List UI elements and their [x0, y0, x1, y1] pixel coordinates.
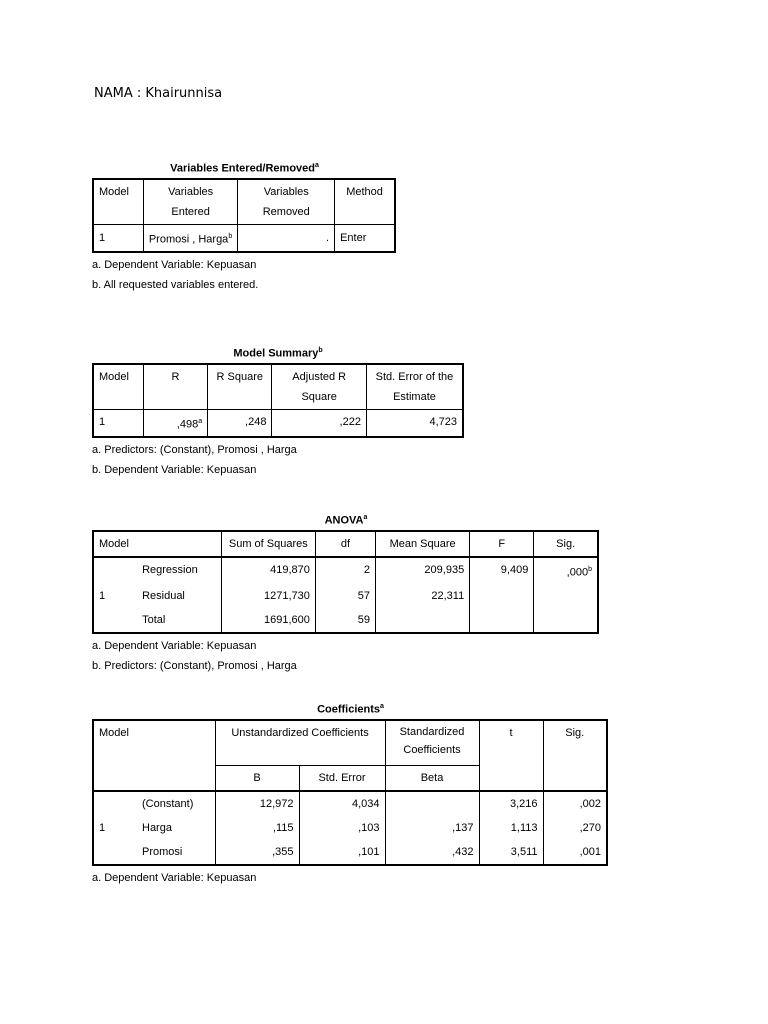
- f-total: [470, 608, 534, 633]
- row-label-harga: Harga: [137, 816, 215, 840]
- model-number: 1: [93, 409, 143, 437]
- coefficients-title: Coefficients$^a$: [317, 703, 384, 716]
- model-summary-title: Model Summary$^b$: [233, 347, 323, 360]
- adjusted-r-square-value: ,222: [272, 409, 367, 437]
- anova-section: [92, 514, 600, 676]
- model-cell-spacer: [93, 608, 137, 633]
- header-df: df: [315, 531, 375, 557]
- ss-regression: 419,870: [221, 557, 315, 585]
- model-number: 1: [93, 816, 137, 840]
- df-total: 59: [315, 608, 375, 633]
- header-model: Model: [93, 720, 215, 791]
- model-cell-spacer: [93, 557, 137, 585]
- se-constant: 4,034: [299, 791, 385, 816]
- std-error-value: 4,723: [366, 409, 463, 437]
- header-beta: Beta: [385, 765, 479, 791]
- r-square-value: ,248: [208, 409, 272, 437]
- sig-harga: ,270: [543, 816, 607, 840]
- anova-note-b: b. Predictors: (Constant), Promosi , Harga: [92, 660, 297, 673]
- sig-constant: ,002: [543, 791, 607, 816]
- header-method: Method: [335, 179, 395, 225]
- variables-entered-title: Variables Entered/Removed$^a$: [170, 162, 319, 175]
- header-f: F: [470, 531, 534, 557]
- header-sig: Sig.: [543, 720, 607, 791]
- beta-harga: ,137: [385, 816, 479, 840]
- coefficients-table: [92, 719, 608, 866]
- b-promosi: ,355: [215, 840, 299, 865]
- entered-variables-cell: Promosi , Harga$^b$: [143, 224, 238, 252]
- variables-entered-table: [92, 178, 396, 254]
- header-std-error: Std. Error: [299, 765, 385, 791]
- beta-constant: [385, 791, 479, 816]
- model-cell-spacer: [93, 791, 137, 816]
- row-label-residual: Residual: [137, 584, 221, 608]
- header-variables-entered: Variables Entered: [143, 179, 238, 225]
- ms-regression: 209,935: [376, 557, 470, 585]
- header-adjusted-r-square: Adjusted R Square: [272, 364, 367, 410]
- model-summary-note-a: a. Predictors: (Constant), Promosi , Harga: [92, 444, 297, 457]
- model-summary-table: [92, 363, 464, 439]
- df-regression: 2: [315, 557, 375, 585]
- coefficients-note-a: a. Dependent Variable: Kepuasan: [92, 871, 257, 884]
- header-t: t: [479, 720, 543, 791]
- model-number: 1: [93, 224, 143, 252]
- header-sum-of-squares: Sum of Squares: [221, 531, 315, 557]
- removed-variables-cell: .: [238, 224, 335, 252]
- sig-total: [534, 608, 598, 633]
- anova-note-a: a. Dependent Variable: Kepuasan: [92, 640, 257, 653]
- variables-entered-note-a: a. Dependent Variable: Kepuasan: [92, 259, 257, 272]
- row-label-promosi: Promosi: [137, 840, 215, 865]
- sig-regression: ,000$^b$: [534, 557, 598, 585]
- coefficients-section: [92, 703, 609, 888]
- b-constant: 12,972: [215, 791, 299, 816]
- ms-residual: 22,311: [376, 584, 470, 608]
- header-sig: Sig.: [534, 531, 598, 557]
- row-label-constant: (Constant): [137, 791, 215, 816]
- header-std-error-estimate: Std. Error of the Estimate: [366, 364, 463, 410]
- header-standardized: Standardized Coefficients: [385, 720, 479, 766]
- model-summary-note-b: b. Dependent Variable: Kepuasan: [92, 464, 257, 477]
- sig-residual: [534, 584, 598, 608]
- df-residual: 57: [315, 584, 375, 608]
- se-harga: ,103: [299, 816, 385, 840]
- model-cell-spacer: [93, 840, 137, 865]
- ss-residual: 1271,730: [221, 584, 315, 608]
- row-label-regression: Regression: [137, 557, 221, 585]
- beta-promosi: ,432: [385, 840, 479, 865]
- ms-total: [376, 608, 470, 633]
- b-harga: ,115: [215, 816, 299, 840]
- header-unstandardized: Unstandardized Coefficients: [215, 720, 385, 766]
- anova-table: [92, 530, 599, 635]
- t-harga: 1,113: [479, 816, 543, 840]
- row-label-total: Total: [137, 608, 221, 633]
- student-name: NAMA : Khairunnisa: [94, 86, 223, 101]
- header-r: R: [143, 364, 207, 410]
- sig-promosi: ,001: [543, 840, 607, 865]
- model-summary-section: [92, 347, 464, 480]
- t-promosi: 3,511: [479, 840, 543, 865]
- f-regression: 9,409: [470, 557, 534, 585]
- header-variables-removed: Variables Removed: [238, 179, 335, 225]
- t-constant: 3,216: [479, 791, 543, 816]
- header-model: Model: [93, 364, 143, 410]
- method-cell: Enter: [335, 224, 395, 252]
- header-mean-square: Mean Square: [376, 531, 470, 557]
- ss-total: 1691,600: [221, 608, 315, 633]
- variables-entered-note-b: b. All requested variables entered.: [92, 279, 259, 292]
- header-b: B: [215, 765, 299, 791]
- se-promosi: ,101: [299, 840, 385, 865]
- anova-title: ANOVA$^a$: [324, 514, 368, 527]
- header-model: Model: [93, 531, 221, 557]
- header-r-square: R Square: [208, 364, 272, 410]
- f-residual: [470, 584, 534, 608]
- model-number: 1: [93, 584, 137, 608]
- header-model: Model: [93, 179, 143, 225]
- r-value: ,498$^a$: [143, 409, 207, 437]
- variables-entered-section: [92, 162, 397, 295]
